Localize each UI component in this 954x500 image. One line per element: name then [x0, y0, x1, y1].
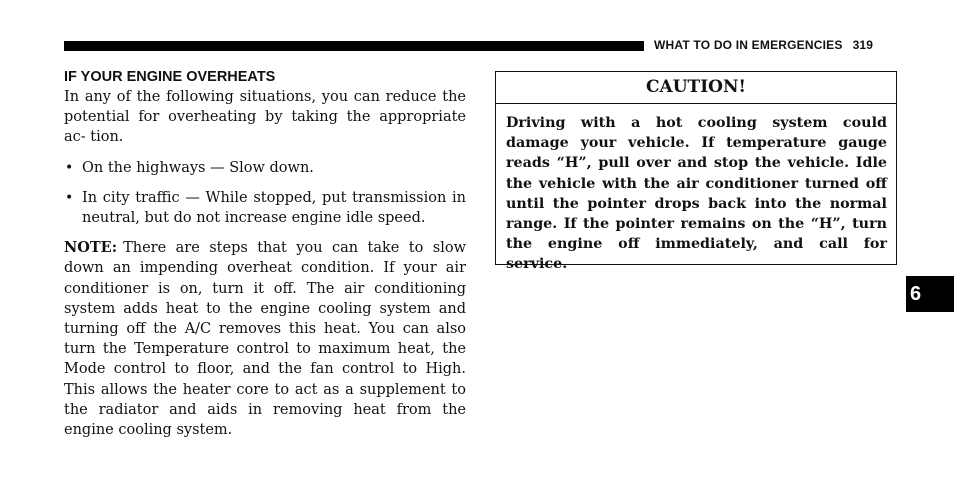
running-header	[654, 38, 873, 52]
header-rule	[64, 41, 644, 51]
section-heading: IF YOUR ENGINE OVERHEATS	[64, 69, 276, 85]
note-paragraph	[64, 238, 466, 440]
page-number: 319	[852, 38, 874, 52]
bullet-icon: •	[65, 189, 74, 206]
list-item	[64, 188, 466, 228]
bullet-list	[64, 158, 466, 229]
list-item	[64, 158, 466, 178]
section-title: WHAT TO DO IN EMERGENCIES	[654, 38, 843, 52]
bullet-text: On the highways — Slow down.	[82, 159, 314, 176]
bullet-text: In city traffic — While stopped, put transmission in neutral, but do not increase engine idle speed.	[82, 189, 466, 227]
note-label: NOTE:	[64, 239, 118, 257]
main-column	[64, 68, 466, 440]
chapter-tab: 6	[906, 276, 954, 312]
note-text: There are steps that you can take to slow down an impending overheat condition. If your air conditioner is on, turn it off. The air conditioning system adds heat to the engine cooling system and turning off the A/C removes this heat. You can also turn the Temperature control to maximum heat, the Mode control to floor, and the fan control to High. This allows the heater core to act as a supplement to the radiator and aids in removing heat from the engine cooling system.	[64, 240, 466, 439]
caution-text: Driving with a hot cooling system could damage your vehicle. If temperature gauge reads “H”, pull over and stop the vehicle. Idle the vehicle with the air conditioner turned off until the pointer drops back into the normal range. If the pointer remains on the “H”, turn the engine off immediately, and call for service.	[506, 115, 887, 273]
caution-box	[495, 71, 897, 273]
caution-title: CAUTION!	[496, 72, 896, 104]
bullet-icon: •	[65, 159, 74, 176]
intro-paragraph: In any of the following situations, you can reduce the potential for overheating by taking the appropriate ac- tion.	[64, 89, 466, 146]
